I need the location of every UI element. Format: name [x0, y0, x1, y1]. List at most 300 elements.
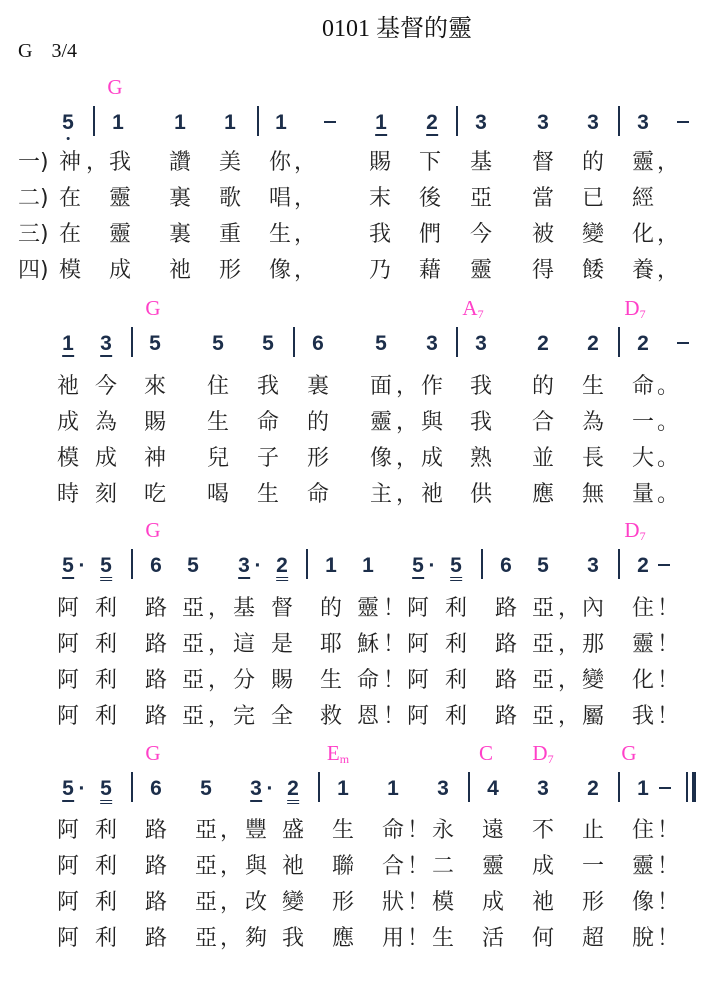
sustain-dash — [677, 342, 689, 344]
note-pitch: 2 — [276, 554, 288, 577]
note — [475, 333, 487, 354]
lyric-char: 靈 — [356, 596, 380, 621]
lyric-char: 唱 — [268, 186, 292, 211]
lyric-char: ！ — [656, 926, 680, 951]
note-pitch: 1 — [337, 777, 349, 800]
lyric-char: 我 — [368, 222, 392, 247]
lyric-char: ， — [557, 668, 581, 693]
lyric-char: ， — [395, 446, 419, 471]
sustain-dash — [677, 121, 689, 123]
lyric-char: 亞 — [194, 818, 218, 843]
note — [587, 778, 599, 799]
note-pitch: 5 — [100, 554, 112, 577]
note-pitch: 3 — [426, 332, 438, 355]
note-pitch: 1 — [174, 111, 186, 134]
lyric-char: 利 — [444, 596, 468, 621]
lyric-char: 賜 — [270, 668, 294, 693]
chord-root: G — [145, 296, 161, 320]
chord-root: D — [624, 296, 640, 320]
lyric-char: 利 — [94, 704, 118, 729]
note-pitch: 1 — [275, 111, 287, 134]
lyric-char: ！ — [382, 704, 406, 729]
lyric-char: 亞 — [194, 890, 218, 915]
chord-root: G — [621, 741, 637, 765]
lyric-char: 成 — [420, 446, 444, 471]
lyric-char: ！ — [656, 668, 680, 693]
note-pitch: 3 — [587, 111, 599, 134]
note-pitch: 6 — [312, 332, 324, 355]
lyric-char: 命 — [306, 482, 330, 507]
chord-quality: 7 — [477, 307, 484, 321]
lyric-char: 阿 — [406, 632, 430, 657]
note-pitch: 1 — [62, 332, 74, 355]
key-signature: G — [18, 40, 33, 62]
note — [150, 555, 162, 576]
chord-root: G — [145, 741, 161, 765]
lyric-char: 亞 — [181, 668, 205, 693]
lyric-char: 不 — [531, 818, 555, 843]
lyric-char: 我 — [108, 150, 132, 175]
note — [450, 555, 462, 581]
note — [537, 112, 549, 133]
lyric-char: 盛 — [281, 818, 305, 843]
note — [238, 555, 250, 579]
lyric-char: ， — [557, 704, 581, 729]
lyric-char: 時 — [56, 482, 80, 507]
lyric-char: 一 — [581, 854, 605, 879]
note-pitch: 3 — [238, 554, 250, 577]
note — [276, 555, 288, 581]
note — [174, 112, 186, 133]
lyric-char: 完 — [232, 704, 256, 729]
augmentation-dot: · — [266, 777, 274, 800]
lyric-char: 分 — [232, 668, 256, 693]
lyric-char: 阿 — [406, 704, 430, 729]
lyric-char: 熟 — [469, 446, 493, 471]
lyric-char: 利 — [94, 632, 118, 657]
lyric-char: 督 — [531, 150, 555, 175]
lyric-char: 形 — [331, 890, 355, 915]
chord-symbol — [462, 298, 483, 320]
lyric-char: ， — [293, 222, 317, 247]
chord-root: A — [462, 296, 478, 320]
lyric-char: ！ — [382, 668, 406, 693]
lyric-char: 合 — [531, 410, 555, 435]
lyric-char: 吃 — [143, 482, 167, 507]
chord-root: D — [624, 518, 640, 542]
key-time-signature — [18, 40, 77, 63]
lyric-char: 生 — [431, 926, 455, 951]
lyric-char: ！ — [656, 854, 680, 879]
lyric-char: 阿 — [56, 854, 80, 879]
lyric-char: 。 — [656, 374, 680, 399]
lyric-char: 阿 — [56, 818, 80, 843]
note — [325, 555, 337, 576]
lyric-char: 變 — [581, 222, 605, 247]
note-pitch: 5 — [537, 554, 549, 577]
lyric-char: 為 — [94, 410, 118, 435]
lyric-char: 大 — [631, 446, 655, 471]
note — [500, 555, 512, 576]
lyric-char: ， — [219, 854, 243, 879]
lyric-char: 化 — [631, 668, 655, 693]
note-pitch: 5 — [62, 777, 74, 800]
note-pitch: 2 — [287, 777, 299, 800]
lyric-char: 何 — [531, 926, 555, 951]
verse-number: 三) — [18, 222, 49, 247]
lyric-char: 阿 — [56, 890, 80, 915]
chord-symbol — [624, 520, 645, 542]
note — [62, 112, 74, 133]
lyric-char: 與 — [420, 410, 444, 435]
lyric-char: 利 — [444, 704, 468, 729]
lyric-char: 經 — [631, 186, 655, 211]
note-pitch: 2 — [426, 111, 438, 134]
lyric-char: 利 — [94, 854, 118, 879]
lyric-char: 為 — [581, 410, 605, 435]
lyric-char: 路 — [144, 854, 168, 879]
note-pitch: 3 — [475, 111, 487, 134]
song-title: 0101 基督的靈 — [322, 16, 472, 42]
note — [100, 555, 112, 581]
lyric-char: 被 — [531, 222, 555, 247]
lyric-char: 祂 — [168, 258, 192, 283]
augmentation-dot: · — [254, 554, 262, 577]
low-octave-dot — [67, 137, 70, 140]
lyric-char: 喝 — [206, 482, 230, 507]
note — [224, 112, 236, 133]
lyric-char: 阿 — [56, 926, 80, 951]
lyric-char: 刻 — [94, 482, 118, 507]
lyric-char: 那 — [581, 632, 605, 657]
lyric-char: 利 — [94, 890, 118, 915]
lyric-char: 生 — [256, 482, 280, 507]
lyric-char: ， — [656, 222, 680, 247]
lyric-char: 面 — [369, 374, 393, 399]
note-pitch: 2 — [587, 777, 599, 800]
lyric-char: 神 — [58, 150, 82, 175]
lyric-char: 路 — [144, 668, 168, 693]
lyric-char: 應 — [531, 482, 555, 507]
lyric-char: 命 — [256, 410, 280, 435]
note — [426, 333, 438, 354]
lyric-char: 並 — [531, 446, 555, 471]
note-pitch: 1 — [362, 554, 374, 577]
lyric-char: 路 — [494, 632, 518, 657]
lyric-char: 的 — [531, 374, 555, 399]
lyric-char: 成 — [108, 258, 132, 283]
lyric-char: 一 — [631, 410, 655, 435]
lyric-char: 藉 — [418, 258, 442, 283]
lyric-char: ！ — [406, 818, 430, 843]
lyric-char: ， — [395, 482, 419, 507]
note-pitch: 3 — [587, 554, 599, 577]
note — [475, 112, 487, 133]
lyric-char: 止 — [581, 818, 605, 843]
lyric-char: 路 — [494, 596, 518, 621]
lyric-char: 。 — [656, 482, 680, 507]
lyric-char: 靈 — [369, 410, 393, 435]
lyric-char: ， — [207, 632, 231, 657]
note-pitch: 5 — [200, 777, 212, 800]
lyric-char: 靈 — [469, 258, 493, 283]
note-pitch: 3 — [537, 111, 549, 134]
lyric-char: 成 — [481, 890, 505, 915]
note-pitch: 6 — [500, 554, 512, 577]
lyric-char: 亞 — [469, 186, 493, 211]
lyric-char: 恩 — [356, 704, 380, 729]
lyric-char: 阿 — [56, 668, 80, 693]
lyric-char: 賜 — [143, 410, 167, 435]
note-pitch: 1 — [224, 111, 236, 134]
lyric-char: ！ — [656, 632, 680, 657]
lyric-char: 像 — [369, 446, 393, 471]
lyric-char: 豐 — [244, 818, 268, 843]
lyric-char: 養 — [631, 258, 655, 283]
lyric-char: 夠 — [244, 926, 268, 951]
note — [112, 112, 124, 133]
note — [312, 333, 324, 354]
chord-quality: 7 — [547, 752, 554, 766]
note-pitch: 5 — [149, 332, 161, 355]
lyric-char: 我 — [281, 926, 305, 951]
lyric-char: ！ — [406, 926, 430, 951]
lyric-char: 督 — [270, 596, 294, 621]
lyric-char: ， — [656, 258, 680, 283]
sustain-dash — [658, 564, 670, 566]
lyric-char: 的 — [581, 150, 605, 175]
lyric-char: 是 — [270, 632, 294, 657]
lyric-char: 亞 — [194, 926, 218, 951]
lyric-char: 遠 — [481, 818, 505, 843]
chord-symbol — [624, 298, 645, 320]
lyric-char: 裏 — [306, 374, 330, 399]
lyric-char: 阿 — [406, 668, 430, 693]
lyric-char: 我 — [469, 410, 493, 435]
note — [62, 778, 74, 802]
sustain-dash — [659, 787, 671, 789]
lyric-char: 阿 — [56, 704, 80, 729]
lyric-char: 作 — [420, 374, 444, 399]
lyric-char: 我 — [256, 374, 280, 399]
lyric-char: 利 — [94, 596, 118, 621]
lyric-char: 生 — [331, 818, 355, 843]
lyric-char: 阿 — [56, 632, 80, 657]
lyric-char: 無 — [581, 482, 605, 507]
note — [200, 778, 212, 799]
note — [637, 555, 649, 576]
note — [426, 112, 438, 136]
lyric-char: 後 — [418, 186, 442, 211]
note — [62, 555, 74, 579]
note-pitch: 3 — [475, 332, 487, 355]
chord-quality: 7 — [639, 307, 646, 321]
lyric-char: ！ — [406, 890, 430, 915]
chord-root: G — [107, 75, 123, 99]
note-pitch: 5 — [62, 554, 74, 577]
lyric-char: 形 — [581, 890, 605, 915]
lyric-char: 兒 — [206, 446, 230, 471]
lyric-char: 亞 — [531, 704, 555, 729]
lyric-char: 像 — [268, 258, 292, 283]
lyric-char: 住 — [631, 818, 655, 843]
lyric-char: 屬 — [581, 704, 605, 729]
note — [587, 555, 599, 576]
barline — [293, 327, 295, 357]
chord-root: G — [145, 518, 161, 542]
lyric-char: ， — [557, 632, 581, 657]
final-barline-thin — [686, 772, 688, 802]
chord-root: C — [478, 741, 494, 765]
barline — [306, 549, 308, 579]
verse-number: 四) — [18, 258, 49, 283]
lyric-char: 裏 — [168, 222, 192, 247]
note — [387, 778, 399, 799]
note-pitch: 2 — [637, 554, 649, 577]
note-pitch: 5 — [412, 554, 424, 577]
note-pitch: 4 — [487, 777, 499, 800]
lyric-char: 狀 — [381, 890, 405, 915]
lyric-char: 模 — [431, 890, 455, 915]
lyric-char: 美 — [218, 150, 242, 175]
lyric-char: 。 — [656, 410, 680, 435]
note — [187, 555, 199, 576]
note-pitch: 3 — [637, 111, 649, 134]
barline — [131, 549, 133, 579]
lyric-char: ， — [207, 704, 231, 729]
lyric-char: 路 — [144, 596, 168, 621]
lyric-char: 成 — [94, 446, 118, 471]
lyric-char: 亞 — [181, 632, 205, 657]
lyric-char: ， — [219, 926, 243, 951]
lyric-char: ， — [207, 596, 231, 621]
lyric-char: 亞 — [531, 668, 555, 693]
chord-symbol — [532, 743, 553, 765]
lyric-char: 靈 — [481, 854, 505, 879]
barline — [618, 549, 620, 579]
lyric-char: 活 — [481, 926, 505, 951]
lyric-char: ， — [219, 890, 243, 915]
note-pitch: 2 — [587, 332, 599, 355]
lyric-char: 靈 — [108, 222, 132, 247]
lyric-char: 脫 — [631, 926, 655, 951]
lyric-char: 裏 — [168, 186, 192, 211]
lyric-char: 利 — [94, 668, 118, 693]
note-pitch: 5 — [100, 777, 112, 800]
chord-root: E — [326, 741, 340, 765]
lyric-char: 住 — [206, 374, 230, 399]
verse-number: 二) — [18, 186, 49, 211]
chord-symbol — [145, 743, 160, 764]
lyric-char: 化 — [631, 222, 655, 247]
note — [100, 333, 112, 357]
lyric-char: 基 — [232, 596, 256, 621]
lyric-char: 亞 — [531, 632, 555, 657]
time-signature: 3/4 — [51, 40, 78, 62]
note-pitch: 1 — [387, 777, 399, 800]
lyric-char: 祂 — [281, 854, 305, 879]
lyric-char: 變 — [281, 890, 305, 915]
barline — [618, 772, 620, 802]
lyric-char: 全 — [270, 704, 294, 729]
lyric-char: 成 — [531, 854, 555, 879]
lyric-char: 模 — [58, 258, 82, 283]
note-pitch: 5 — [375, 332, 387, 355]
note — [337, 778, 349, 799]
lyric-char: 命 — [631, 374, 655, 399]
note — [412, 555, 424, 579]
lyric-char: 神 — [143, 446, 167, 471]
lyric-char: 量 — [631, 482, 655, 507]
note-pitch: 1 — [375, 111, 387, 134]
lyric-char: ！ — [656, 704, 680, 729]
lyric-char: 今 — [469, 222, 493, 247]
note-pitch: 5 — [212, 332, 224, 355]
lyric-char: 路 — [144, 890, 168, 915]
lyric-char: 你 — [268, 150, 292, 175]
lyric-char: 今 — [94, 374, 118, 399]
chord-root: D — [532, 741, 548, 765]
lyric-char: 模 — [56, 446, 80, 471]
augmentation-dot: · — [78, 554, 86, 577]
lyric-char: 乃 — [368, 258, 392, 283]
lyric-char: 靈 — [631, 150, 655, 175]
lyric-char: 形 — [218, 258, 242, 283]
lyric-char: 亞 — [181, 596, 205, 621]
note — [362, 555, 374, 576]
note-pitch: 5 — [187, 554, 199, 577]
lyric-char: 賜 — [368, 150, 392, 175]
barline — [131, 327, 133, 357]
lyric-char: ！ — [382, 596, 406, 621]
lyric-char: 靈 — [631, 854, 655, 879]
lyric-char: ， — [656, 150, 680, 175]
lyric-char: 二 — [431, 854, 455, 879]
chord-symbol — [145, 298, 160, 319]
barline — [618, 106, 620, 136]
lyric-char: 利 — [94, 818, 118, 843]
lyric-char: 阿 — [56, 596, 80, 621]
lyric-char: ， — [395, 410, 419, 435]
note-pitch: 5 — [262, 332, 274, 355]
lyric-char: 已 — [581, 186, 605, 211]
lyric-char: ， — [557, 596, 581, 621]
lyric-char: 下 — [418, 150, 442, 175]
lyric-char: 用 — [381, 926, 405, 951]
lyric-char: 永 — [431, 818, 455, 843]
lyric-char: 命 — [381, 818, 405, 843]
note — [100, 778, 112, 804]
lyric-char: 的 — [306, 410, 330, 435]
note — [537, 555, 549, 576]
note — [250, 778, 262, 802]
note — [587, 333, 599, 354]
lyric-char: 形 — [306, 446, 330, 471]
lyric-char: 靈 — [108, 186, 132, 211]
lyric-char: 阿 — [406, 596, 430, 621]
lyric-char: 在 — [58, 222, 82, 247]
note — [375, 112, 387, 136]
chord-symbol — [621, 743, 636, 764]
note — [275, 112, 287, 133]
lyric-char: 聯 — [331, 854, 355, 879]
barline — [456, 327, 458, 357]
lyric-char: 我 — [469, 374, 493, 399]
barline — [93, 106, 95, 136]
chord-quality: m — [339, 752, 350, 766]
lyric-char: 主 — [369, 482, 393, 507]
note — [487, 778, 499, 799]
